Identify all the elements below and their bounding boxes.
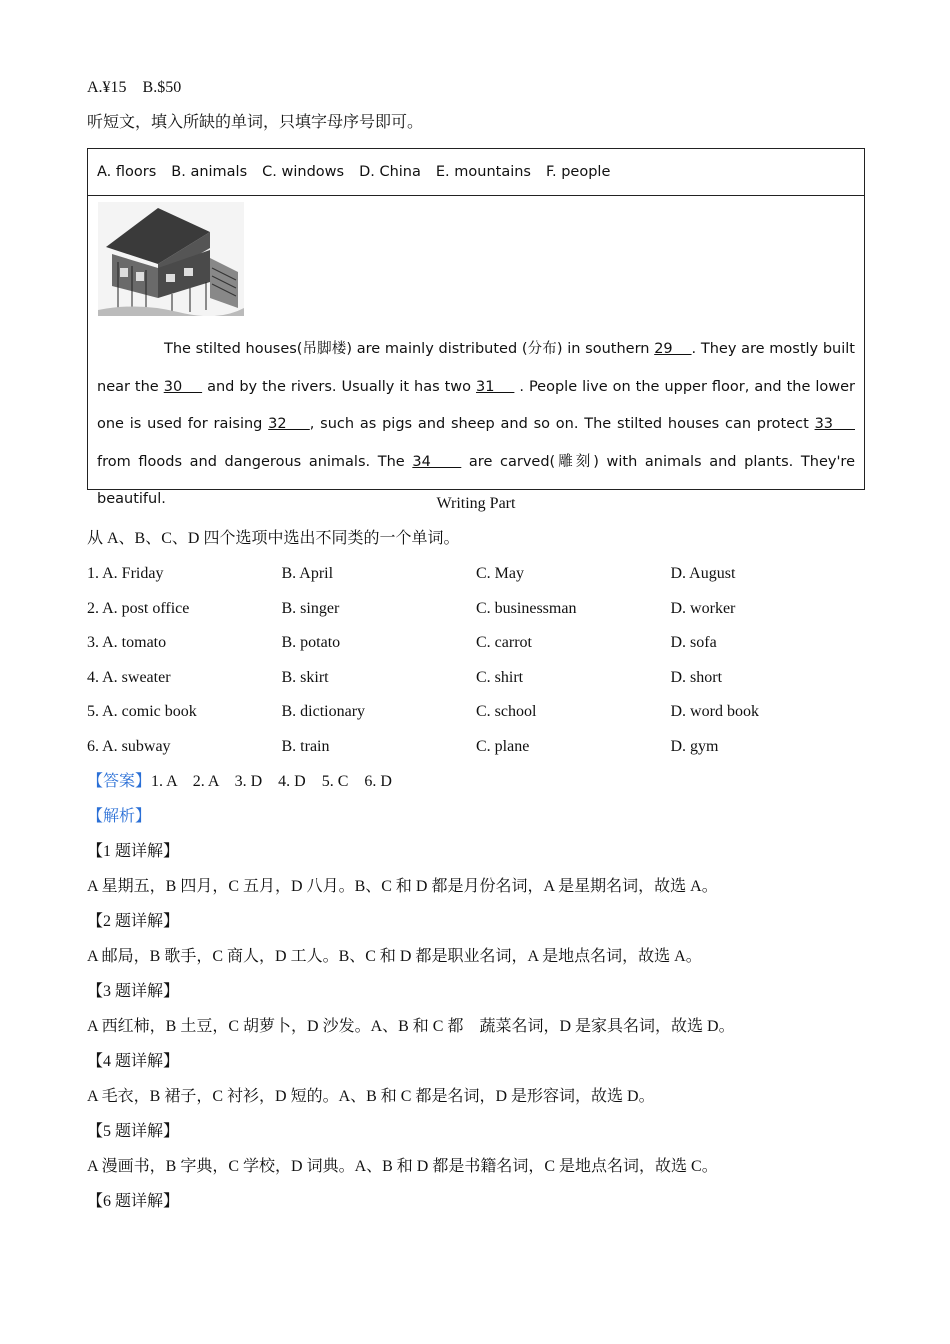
word-bank-item: D. China bbox=[359, 164, 421, 180]
question-row: 3. A. tomato B. potato C. carrot D. sofa bbox=[87, 634, 717, 652]
analysis-label: 【解析】 bbox=[87, 807, 152, 825]
detail-text: A 星期五，B 四月，C 五月，D 八月。B、C 和 D 都是月份名词，A 是星期名词，故选 A。 bbox=[87, 877, 718, 895]
answer-text: 1. A 2. A 3. D 4. D 5. C 6. D bbox=[151, 772, 392, 790]
passage-text: The stilted houses(吊脚楼) are mainly distributed (分布) in southern 29 . They are mostly built near the 30 and by the rivers. Usually it has two 31 . People live on the upper floor, and the lower one is used for raising 32 , such as pigs and sheep and so on. The stilted houses can protect 33 from floods and dangerous animals. The 34 are carved(雕刻) with animals and plants. They're beautiful. bbox=[97, 341, 856, 507]
blank-29[interactable]: 29 bbox=[654, 341, 692, 357]
question-row: 4. A. sweater B. skirt C. shirt D. short bbox=[87, 668, 723, 686]
document-page bbox=[87, 78, 865, 1227]
blank-30[interactable]: 30 bbox=[163, 378, 203, 395]
detail-heading: 【2 题详解】 bbox=[87, 912, 180, 930]
detail-heading: 【3 题详解】 bbox=[87, 982, 180, 1000]
word-bank-item: C. windows bbox=[262, 164, 345, 180]
detail-heading: 【5 题详解】 bbox=[87, 1122, 180, 1140]
writing-instruction: 从 A、B、C、D 四个选项中选出不同类的一个单词。 bbox=[87, 530, 460, 547]
question-row: 5. A. comic book B. dictionary C. school D. word book bbox=[87, 703, 759, 721]
question-row: 1. A. Friday B. April C. May D. August bbox=[87, 565, 736, 582]
stilted-house-image bbox=[98, 202, 244, 316]
section-title: Writing Part bbox=[436, 495, 516, 512]
word-bank-item: A. floors bbox=[97, 164, 157, 180]
blank-34[interactable]: 34 bbox=[412, 453, 462, 470]
detail-text: A 毛衣，B 裙子，C 衬衫，D 短的。A、B 和 C 都是名词，D 是形容词，故选 D。 bbox=[87, 1087, 655, 1105]
detail-text: A 邮局，B 歌手，C 商人，D 工人。B、C 和 D 都是职业名词，A 是地点名词，故选 A。 bbox=[87, 947, 702, 965]
blank-33[interactable]: 33 bbox=[814, 416, 855, 432]
analysis-line bbox=[87, 807, 865, 842]
blank-32[interactable]: 32 bbox=[268, 416, 310, 432]
question-row: 2. A. post office B. singer C. businessman D. worker bbox=[87, 599, 736, 617]
top-options bbox=[87, 78, 865, 113]
question-list bbox=[87, 564, 865, 772]
detail-heading: 【6 题详解】 bbox=[87, 1192, 180, 1210]
detail-text: A 漫画书，B 字典，C 学校，D 词典。A、B 和 D 都是书籍名词，C 是地点名词，故选 C。 bbox=[87, 1157, 718, 1175]
detail-heading: 【4 题详解】 bbox=[87, 1052, 180, 1070]
listening-instruction: 听短文，填入所缺的单词，只填字母序号即可。 bbox=[87, 114, 424, 131]
detail-text: A 西红柿，B 土豆，C 胡萝卜，D 沙发。A、B 和 C 都 蔬菜名词，D 是家具名词，故选 D。 bbox=[87, 1017, 735, 1035]
question-row: 6. A. subway B. train C. plane D. gym bbox=[87, 737, 719, 755]
blank-31[interactable]: 31 bbox=[476, 378, 515, 395]
word-bank-item: E. mountains bbox=[435, 164, 531, 180]
answer-label: 【答案】 bbox=[87, 772, 152, 790]
answer-line bbox=[87, 772, 865, 807]
top-options-text: A.¥15 B.$50 bbox=[87, 79, 182, 96]
word-bank-item: F. people bbox=[546, 164, 611, 180]
word-bank-item: B. animals bbox=[171, 164, 248, 180]
word-bank-row bbox=[88, 149, 864, 196]
detail-heading: 【1 题详解】 bbox=[87, 842, 180, 860]
detail-list bbox=[87, 842, 865, 1227]
